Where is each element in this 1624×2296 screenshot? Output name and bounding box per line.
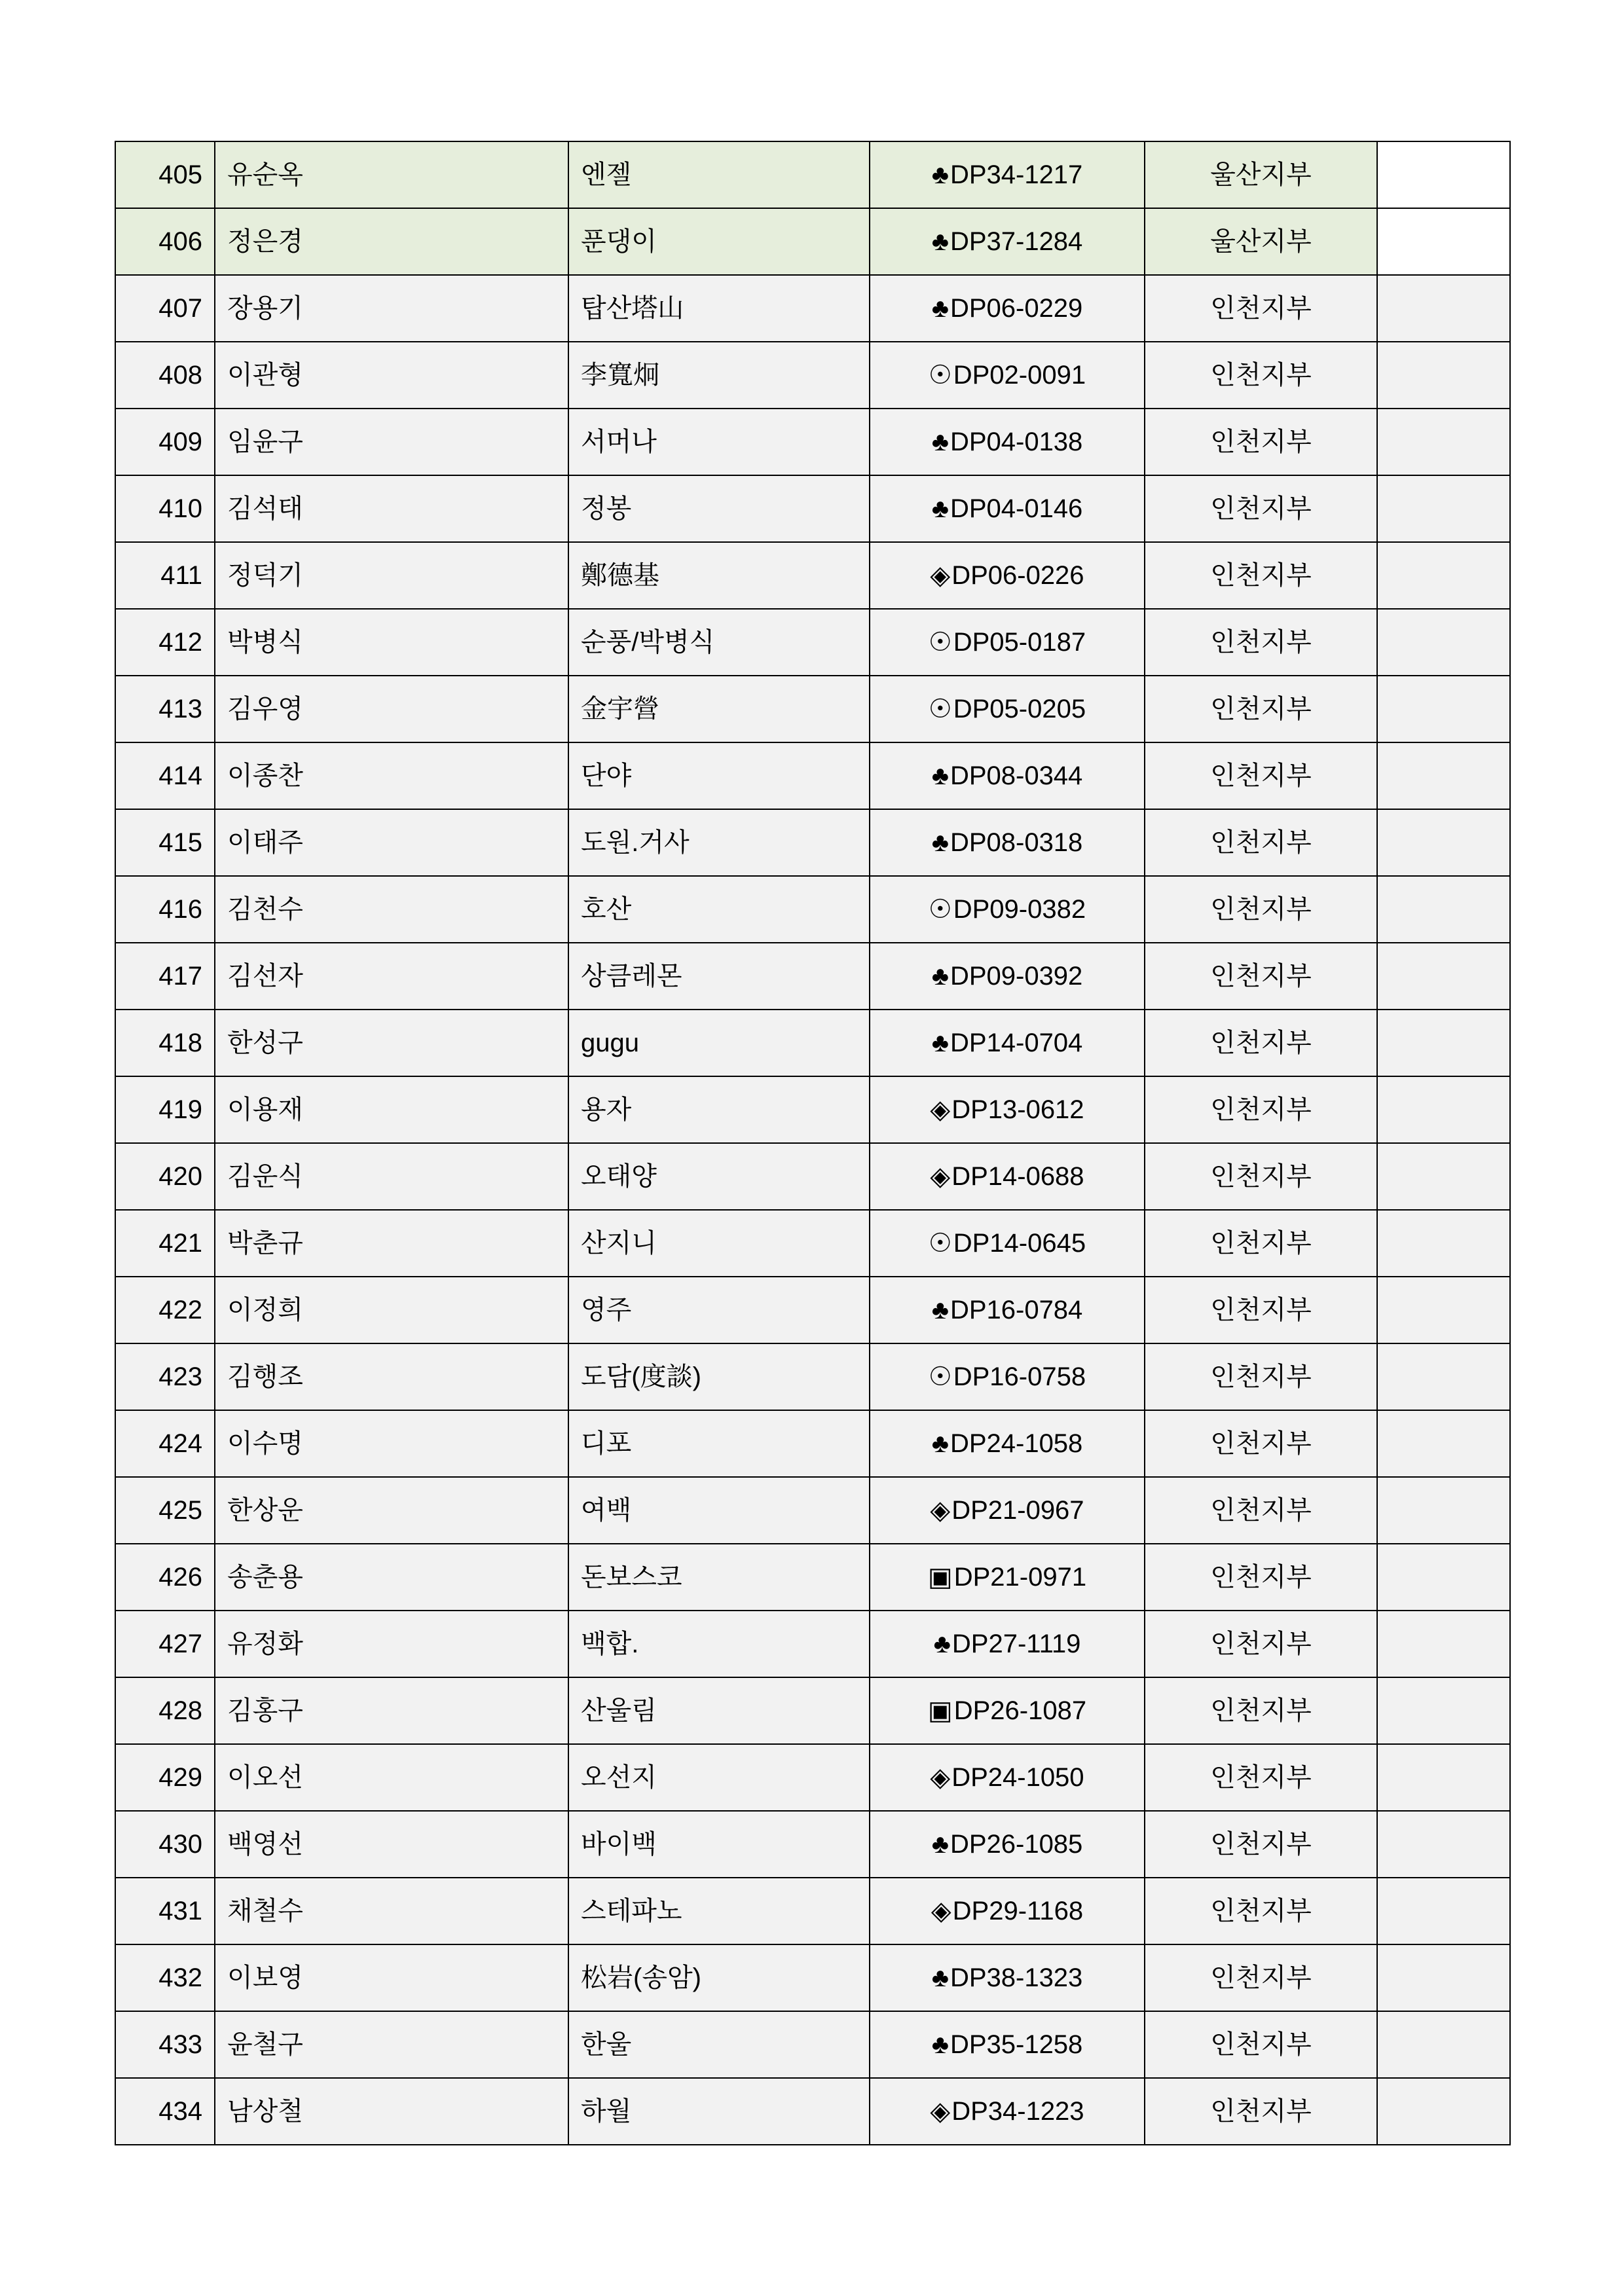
row-alias: 산울림 — [568, 1677, 870, 1744]
member-code-text: DP14-0688 — [951, 1162, 1084, 1191]
grade-symbol-icon: ☉ — [928, 628, 952, 657]
row-alias: 松岩(송암) — [568, 1944, 870, 2011]
row-alias: 한울 — [568, 2011, 870, 2078]
row-name: 채철수 — [215, 1878, 568, 1944]
row-member-code — [870, 1076, 1145, 1143]
row-alias: 돈보스코 — [568, 1544, 870, 1611]
row-member-code — [870, 876, 1145, 943]
row-number: 431 — [115, 1878, 215, 1944]
row-name: 유순옥 — [215, 141, 568, 208]
row-member-code — [870, 1611, 1145, 1677]
row-member-code — [870, 1477, 1145, 1544]
row-name: 한상운 — [215, 1477, 568, 1544]
row-branch: 인천지부 — [1145, 1277, 1377, 1343]
grade-symbol-icon: ♣ — [931, 1296, 949, 1324]
row-number: 433 — [115, 2011, 215, 2078]
row-name: 송춘용 — [215, 1544, 568, 1611]
row-number: 405 — [115, 141, 215, 208]
row-branch: 인천지부 — [1145, 742, 1377, 809]
table-row — [115, 1210, 1510, 1277]
member-code-text: DP05-0187 — [953, 628, 1086, 657]
row-member-code — [870, 1343, 1145, 1410]
grade-symbol-icon: ◈ — [930, 1162, 951, 1191]
row-name: 이수명 — [215, 1410, 568, 1477]
row-extra — [1377, 275, 1510, 342]
row-member-code — [870, 1143, 1145, 1210]
row-branch: 인천지부 — [1145, 475, 1377, 542]
table-row — [115, 1076, 1510, 1143]
table-row — [115, 2011, 1510, 2078]
row-number: 430 — [115, 1811, 215, 1878]
row-alias: 오선지 — [568, 1744, 870, 1811]
table-row — [115, 809, 1510, 876]
row-branch: 인천지부 — [1145, 409, 1377, 475]
row-extra — [1377, 1477, 1510, 1544]
row-number: 421 — [115, 1210, 215, 1277]
row-extra — [1377, 1744, 1510, 1811]
table-row — [115, 1277, 1510, 1343]
row-number: 412 — [115, 609, 215, 676]
row-number: 427 — [115, 1611, 215, 1677]
row-number: 408 — [115, 342, 215, 409]
row-number: 434 — [115, 2078, 215, 2145]
row-alias: 鄭德基 — [568, 542, 870, 609]
row-number: 409 — [115, 409, 215, 475]
row-number: 406 — [115, 208, 215, 275]
row-alias: 스테파노 — [568, 1878, 870, 1944]
member-code-text: DP38-1323 — [950, 1963, 1083, 1992]
row-number: 415 — [115, 809, 215, 876]
row-branch: 인천지부 — [1145, 1878, 1377, 1944]
grade-symbol-icon: ◈ — [930, 2097, 951, 2126]
row-name: 이태주 — [215, 809, 568, 876]
row-name: 김석태 — [215, 475, 568, 542]
row-number: 428 — [115, 1677, 215, 1744]
row-member-code — [870, 1277, 1145, 1343]
table-row — [115, 1143, 1510, 1210]
row-number: 419 — [115, 1076, 215, 1143]
row-member-code — [870, 1944, 1145, 2011]
member-code-text: DP08-0318 — [950, 828, 1083, 857]
row-name: 이용재 — [215, 1076, 568, 1143]
member-code-text: DP13-0612 — [951, 1095, 1084, 1124]
row-alias: 李寬炯 — [568, 342, 870, 409]
table-row — [115, 542, 1510, 609]
row-branch: 인천지부 — [1145, 1410, 1377, 1477]
row-name: 백영선 — [215, 1811, 568, 1878]
table-row — [115, 1410, 1510, 1477]
grade-symbol-icon: ☉ — [928, 695, 952, 723]
grade-symbol-icon: ♣ — [931, 428, 949, 456]
row-number: 417 — [115, 943, 215, 1010]
grade-symbol-icon: ♣ — [931, 160, 949, 189]
table-row — [115, 208, 1510, 275]
row-alias: 산지니 — [568, 1210, 870, 1277]
grade-symbol-icon: ♣ — [931, 494, 949, 523]
member-code-text: DP09-0382 — [953, 895, 1086, 924]
row-alias: 여백 — [568, 1477, 870, 1544]
row-number: 410 — [115, 475, 215, 542]
row-extra — [1377, 809, 1510, 876]
grade-symbol-icon: ☉ — [928, 895, 952, 924]
row-member-code — [870, 542, 1145, 609]
row-number: 426 — [115, 1544, 215, 1611]
row-name: 박병식 — [215, 609, 568, 676]
member-code-text: DP16-0758 — [953, 1362, 1086, 1391]
row-extra — [1377, 742, 1510, 809]
row-extra — [1377, 409, 1510, 475]
row-alias: 엔젤 — [568, 141, 870, 208]
row-extra — [1377, 1210, 1510, 1277]
row-number: 418 — [115, 1010, 215, 1076]
row-branch: 인천지부 — [1145, 342, 1377, 409]
row-alias: 도담(度談) — [568, 1343, 870, 1410]
row-member-code — [870, 1811, 1145, 1878]
row-branch: 인천지부 — [1145, 1010, 1377, 1076]
row-extra — [1377, 141, 1510, 208]
row-member-code — [870, 676, 1145, 742]
member-code-text: DP14-0704 — [950, 1029, 1083, 1057]
row-branch: 인천지부 — [1145, 275, 1377, 342]
row-alias: 탑산塔山 — [568, 275, 870, 342]
row-branch: 인천지부 — [1145, 1076, 1377, 1143]
grade-symbol-icon: ♣ — [931, 1963, 949, 1992]
grade-symbol-icon: ♣ — [931, 294, 949, 323]
row-member-code — [870, 1677, 1145, 1744]
grade-symbol-icon: ◈ — [930, 1763, 951, 1792]
table-row — [115, 275, 1510, 342]
row-number: 424 — [115, 1410, 215, 1477]
row-alias: 디포 — [568, 1410, 870, 1477]
row-extra — [1377, 1143, 1510, 1210]
row-extra — [1377, 1544, 1510, 1611]
member-code-text: DP35-1258 — [950, 2030, 1083, 2059]
row-member-code — [870, 208, 1145, 275]
row-alias: 바이백 — [568, 1811, 870, 1878]
row-name: 김선자 — [215, 943, 568, 1010]
row-branch: 인천지부 — [1145, 676, 1377, 742]
member-code-text: DP16-0784 — [950, 1296, 1083, 1324]
row-branch: 인천지부 — [1145, 809, 1377, 876]
table-row — [115, 1544, 1510, 1611]
table-row — [115, 943, 1510, 1010]
row-member-code — [870, 742, 1145, 809]
row-name: 이종찬 — [215, 742, 568, 809]
grade-symbol-icon: ▣ — [927, 1696, 953, 1725]
grade-symbol-icon: ☉ — [928, 361, 952, 390]
member-code-text: DP34-1217 — [950, 160, 1083, 189]
row-alias: 상큼레몬 — [568, 943, 870, 1010]
grade-symbol-icon: ♣ — [931, 1029, 949, 1057]
row-member-code — [870, 1878, 1145, 1944]
row-number: 423 — [115, 1343, 215, 1410]
table-row — [115, 1744, 1510, 1811]
grade-symbol-icon: ☉ — [928, 1362, 952, 1391]
table-row — [115, 1343, 1510, 1410]
row-member-code — [870, 1010, 1145, 1076]
row-member-code — [870, 2078, 1145, 2145]
row-member-code — [870, 342, 1145, 409]
table-row — [115, 1611, 1510, 1677]
grade-symbol-icon: ♣ — [931, 1830, 949, 1859]
row-branch: 인천지부 — [1145, 542, 1377, 609]
row-alias: 순풍/박병식 — [568, 609, 870, 676]
row-extra — [1377, 2011, 1510, 2078]
row-name: 정은경 — [215, 208, 568, 275]
member-code-text: DP34-1223 — [951, 2097, 1084, 2126]
grade-symbol-icon: ◈ — [930, 1496, 951, 1525]
table-row — [115, 876, 1510, 943]
row-member-code — [870, 1744, 1145, 1811]
member-code-text: DP05-0205 — [953, 695, 1086, 723]
row-branch: 울산지부 — [1145, 208, 1377, 275]
row-member-code — [870, 2011, 1145, 2078]
row-alias: 백합. — [568, 1611, 870, 1677]
table-row — [115, 475, 1510, 542]
row-name: 한성구 — [215, 1010, 568, 1076]
table-row — [115, 409, 1510, 475]
row-branch: 인천지부 — [1145, 1811, 1377, 1878]
row-name: 남상철 — [215, 2078, 568, 2145]
member-code-text: DP04-0138 — [950, 428, 1083, 456]
row-alias: 정봉 — [568, 475, 870, 542]
member-code-text: DP24-1050 — [951, 1763, 1084, 1792]
row-number: 429 — [115, 1744, 215, 1811]
member-code-text: DP08-0344 — [950, 761, 1083, 790]
row-alias: 영주 — [568, 1277, 870, 1343]
row-number: 416 — [115, 876, 215, 943]
row-alias: 단야 — [568, 742, 870, 809]
table-row — [115, 676, 1510, 742]
table-row — [115, 1010, 1510, 1076]
row-extra — [1377, 1076, 1510, 1143]
row-name: 김행조 — [215, 1343, 568, 1410]
table-row — [115, 742, 1510, 809]
table-row — [115, 1811, 1510, 1878]
row-name: 윤철구 — [215, 2011, 568, 2078]
row-extra — [1377, 1410, 1510, 1477]
row-branch: 인천지부 — [1145, 1210, 1377, 1277]
row-branch: 인천지부 — [1145, 1744, 1377, 1811]
member-code-text: DP04-0146 — [950, 494, 1083, 523]
row-number: 411 — [115, 542, 215, 609]
row-branch: 인천지부 — [1145, 2011, 1377, 2078]
row-name: 유정화 — [215, 1611, 568, 1677]
row-extra — [1377, 208, 1510, 275]
row-name: 정덕기 — [215, 542, 568, 609]
member-code-text: DP21-0971 — [953, 1563, 1087, 1592]
row-extra — [1377, 609, 1510, 676]
row-name: 장용기 — [215, 275, 568, 342]
row-number: 407 — [115, 275, 215, 342]
member-code-text: DP26-1087 — [953, 1696, 1087, 1725]
grade-symbol-icon: ◈ — [930, 1095, 951, 1124]
table-row — [115, 1477, 1510, 1544]
row-member-code — [870, 609, 1145, 676]
row-alias: 오태양 — [568, 1143, 870, 1210]
grade-symbol-icon: ◈ — [930, 561, 951, 590]
row-extra — [1377, 1944, 1510, 2011]
row-branch: 인천지부 — [1145, 1944, 1377, 2011]
row-alias: 도원.거사 — [568, 809, 870, 876]
grade-symbol-icon: ♣ — [931, 761, 949, 790]
member-code-text: DP27-1119 — [951, 1630, 1081, 1658]
table-row — [115, 1878, 1510, 1944]
member-code-text: DP06-0226 — [951, 561, 1084, 590]
grade-symbol-icon: ♣ — [931, 828, 949, 857]
row-extra — [1377, 1811, 1510, 1878]
row-branch: 인천지부 — [1145, 876, 1377, 943]
row-member-code — [870, 475, 1145, 542]
row-number: 422 — [115, 1277, 215, 1343]
row-member-code — [870, 409, 1145, 475]
grade-symbol-icon: ☉ — [928, 1229, 952, 1258]
row-branch: 인천지부 — [1145, 2078, 1377, 2145]
row-member-code — [870, 141, 1145, 208]
table-row — [115, 342, 1510, 409]
row-extra — [1377, 876, 1510, 943]
row-branch: 울산지부 — [1145, 141, 1377, 208]
table-row — [115, 141, 1510, 208]
row-extra — [1377, 1611, 1510, 1677]
member-code-text: DP26-1085 — [950, 1830, 1083, 1859]
row-branch: 인천지부 — [1145, 1611, 1377, 1677]
member-code-text: DP24-1058 — [950, 1429, 1083, 1458]
roster-table-body — [115, 141, 1510, 2145]
row-extra — [1377, 1677, 1510, 1744]
row-member-code — [870, 1544, 1145, 1611]
row-extra — [1377, 943, 1510, 1010]
row-number: 425 — [115, 1477, 215, 1544]
grade-symbol-icon: ◈ — [931, 1897, 951, 1925]
row-number: 420 — [115, 1143, 215, 1210]
row-member-code — [870, 943, 1145, 1010]
row-member-code — [870, 1210, 1145, 1277]
row-extra — [1377, 676, 1510, 742]
grade-symbol-icon: ♣ — [931, 1429, 949, 1458]
row-extra — [1377, 342, 1510, 409]
row-alias: 하월 — [568, 2078, 870, 2145]
member-code-text: DP29-1168 — [952, 1897, 1084, 1925]
row-extra — [1377, 1343, 1510, 1410]
table-row — [115, 2078, 1510, 2145]
row-alias: 호산 — [568, 876, 870, 943]
row-extra — [1377, 2078, 1510, 2145]
row-branch: 인천지부 — [1145, 943, 1377, 1010]
row-name: 김우영 — [215, 676, 568, 742]
row-name: 임윤구 — [215, 409, 568, 475]
row-extra — [1377, 542, 1510, 609]
table-row — [115, 1677, 1510, 1744]
grade-symbol-icon: ♣ — [931, 962, 949, 991]
row-number: 413 — [115, 676, 215, 742]
row-member-code — [870, 809, 1145, 876]
row-name: 김운식 — [215, 1143, 568, 1210]
row-branch: 인천지부 — [1145, 1544, 1377, 1611]
row-branch: 인천지부 — [1145, 1343, 1377, 1410]
grade-symbol-icon: ♣ — [931, 2030, 949, 2059]
member-code-text: DP09-0392 — [950, 962, 1083, 991]
row-number: 432 — [115, 1944, 215, 2011]
row-branch: 인천지부 — [1145, 1143, 1377, 1210]
row-branch: 인천지부 — [1145, 609, 1377, 676]
row-alias: 용자 — [568, 1076, 870, 1143]
member-code-text: DP37-1284 — [950, 227, 1083, 256]
row-member-code — [870, 1410, 1145, 1477]
row-name: 박춘규 — [215, 1210, 568, 1277]
row-branch: 인천지부 — [1145, 1677, 1377, 1744]
member-code-text: DP06-0229 — [950, 294, 1083, 323]
member-code-text: DP14-0645 — [953, 1229, 1086, 1258]
grade-symbol-icon: ♣ — [931, 227, 949, 256]
row-alias: 金宇營 — [568, 676, 870, 742]
grade-symbol-icon: ▣ — [927, 1563, 953, 1592]
row-number: 414 — [115, 742, 215, 809]
row-alias: 푼댕이 — [568, 208, 870, 275]
row-branch: 인천지부 — [1145, 1477, 1377, 1544]
row-extra — [1377, 1010, 1510, 1076]
table-row — [115, 1944, 1510, 2011]
row-extra — [1377, 1878, 1510, 1944]
table-row — [115, 609, 1510, 676]
roster-table — [115, 141, 1511, 2145]
grade-symbol-icon: ♣ — [933, 1630, 951, 1658]
row-name: 이오선 — [215, 1744, 568, 1811]
member-code-text: DP02-0091 — [953, 361, 1086, 390]
row-name: 김홍구 — [215, 1677, 568, 1744]
row-name: 김천수 — [215, 876, 568, 943]
row-name: 이관형 — [215, 342, 568, 409]
row-alias: gugu — [568, 1010, 870, 1076]
row-name: 이정희 — [215, 1277, 568, 1343]
row-member-code — [870, 275, 1145, 342]
row-extra — [1377, 475, 1510, 542]
member-code-text: DP21-0967 — [951, 1496, 1084, 1525]
row-alias: 서머나 — [568, 409, 870, 475]
row-name: 이보영 — [215, 1944, 568, 2011]
row-extra — [1377, 1277, 1510, 1343]
